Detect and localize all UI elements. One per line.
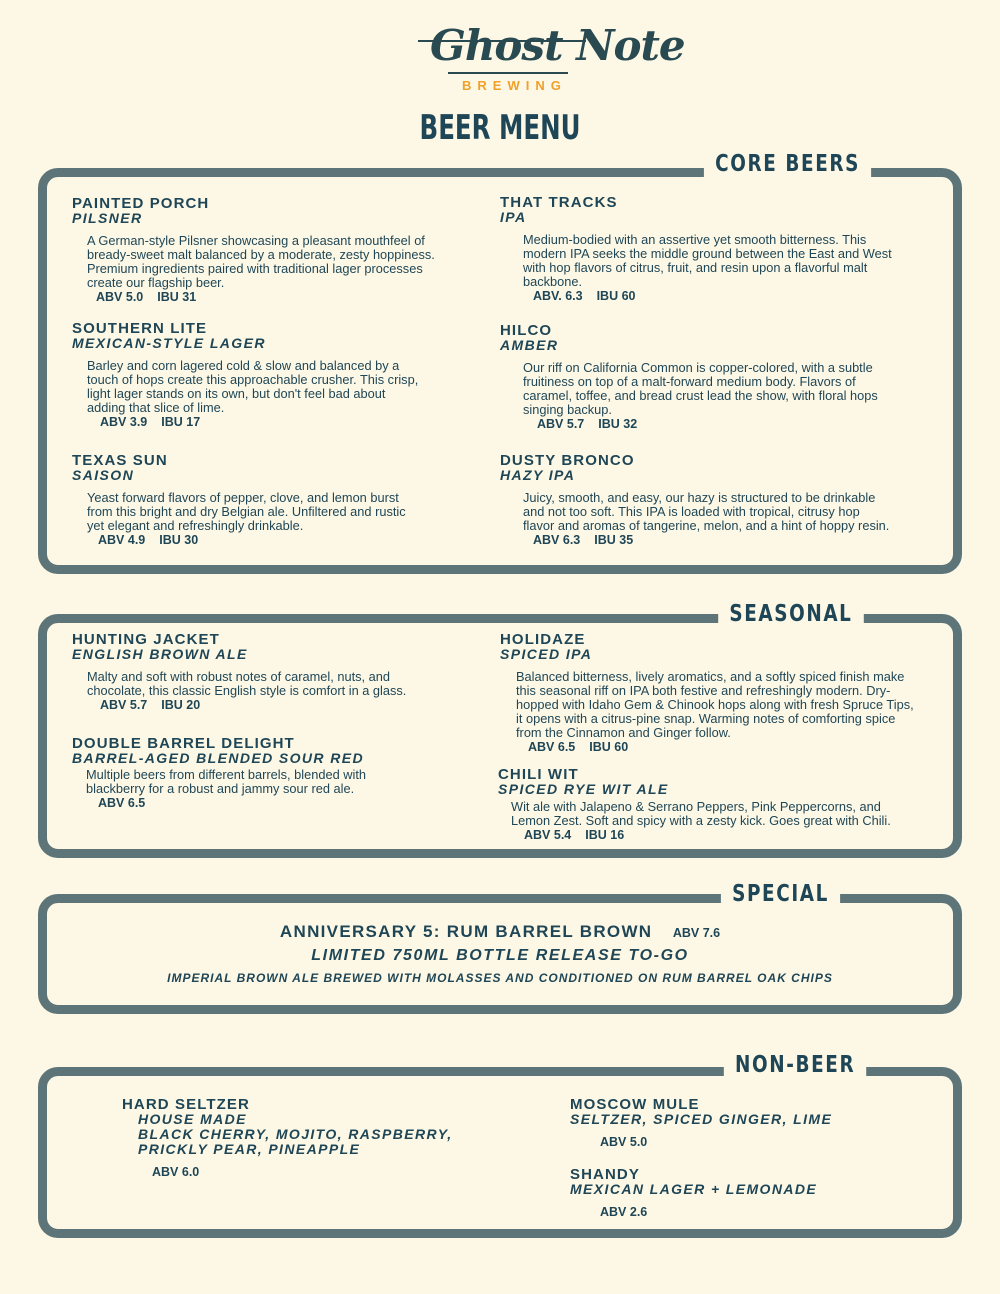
description-line: backbone. [523, 274, 583, 289]
beer-style: ENGLISH BROWN ALE [72, 646, 248, 662]
beer-description [523, 233, 892, 289]
drink-flavors: BLACK CHERRY, MOJITO, RASPBERRY, [138, 1126, 453, 1142]
abv-value: ABV 6.0 [152, 1165, 200, 1179]
ibu-value: IBU 60 [589, 740, 629, 754]
beer-style: MEXICAN-STYLE LAGER [72, 335, 266, 351]
drink-name: MOSCOW MULE [570, 1096, 700, 1113]
beer-name: THAT TRACKS [500, 194, 618, 211]
beer-stats [537, 417, 878, 431]
section-label-non-beer: NON-BEER [724, 1052, 867, 1078]
section-label-seasonal: SEASONAL [718, 601, 864, 627]
description-line: fruitiness on top of a malt-forward medium body. Flavors of [523, 374, 856, 389]
beer-stats [98, 796, 366, 810]
ibu-value: IBU 30 [159, 533, 199, 547]
beer-description [86, 768, 366, 796]
beer-style: SPICED IPA [500, 646, 593, 662]
ibu-value: IBU 17 [161, 415, 201, 429]
beer-stats [98, 533, 406, 547]
abv-value: ABV. 6.3 [533, 289, 583, 303]
beer-stats [533, 533, 889, 547]
description-line: Our riff on California Common is copper-colored, with a subtle [523, 360, 873, 375]
description-line: flavor and aromas of tangerine, melon, and a hint of hoppy resin. [523, 518, 890, 533]
description-line: Barley and corn lagered cold & slow and balanced by a [87, 358, 400, 373]
beer-style: SPICED RYE WIT ALE [498, 781, 669, 797]
beer-style: IPA [500, 209, 527, 225]
description-line: Multiple beers from different barrels, blended with [86, 767, 367, 782]
abv-value: ABV 2.6 [600, 1205, 648, 1219]
beer-stats [524, 828, 891, 842]
logo-brewing: BREWING [462, 78, 567, 93]
description-line: Premium ingredients paired with traditional lager processes [87, 261, 423, 276]
beer-description [523, 491, 889, 533]
beer-item [72, 453, 406, 547]
beer-item [72, 196, 435, 304]
beer-style: SAISON [72, 467, 135, 483]
beer-item [72, 632, 406, 712]
ibu-value: IBU 16 [585, 828, 625, 842]
non-beer-item [122, 1097, 453, 1179]
description-line: Yeast forward flavors of pepper, clove, and lemon burst [87, 490, 399, 505]
beer-description [87, 670, 406, 698]
description-line: Juicy, smooth, and easy, our hazy is structured to be drinkable [523, 490, 876, 505]
abv-value: ABV 5.7 [537, 417, 585, 431]
beer-description [516, 670, 914, 740]
ibu-value: IBU 35 [594, 533, 634, 547]
drink-name: SHANDY [570, 1166, 640, 1183]
beer-name: CHILI WIT [498, 766, 579, 783]
section-label-core: CORE BEERS [704, 151, 871, 177]
special-beer-name: ANNIVERSARY 5: RUM BARREL BROWN [279, 922, 653, 941]
logo-script: Ghost Note [430, 21, 685, 70]
beer-style: HAZY IPA [500, 467, 576, 483]
beer-style: AMBER [500, 337, 559, 353]
abv-value: ABV 5.0 [600, 1135, 648, 1149]
non-beer-item [570, 1097, 832, 1149]
beer-description [87, 359, 418, 415]
description-line: singing backup. [523, 402, 612, 417]
ibu-value: IBU 20 [161, 698, 201, 712]
beer-name: DOUBLE BARREL DELIGHT [72, 735, 295, 752]
logo-rule [448, 72, 568, 74]
ghost-note-logo [418, 21, 685, 97]
description-line: hopped with Idaho Gem & Chinook hops along with fresh Spruce Tips, [516, 697, 914, 712]
abv-value: ABV 4.9 [98, 533, 146, 547]
beer-name: SOUTHERN LITE [72, 320, 208, 337]
special-release-note: LIMITED 750ML BOTTLE RELEASE TO-GO [311, 947, 689, 964]
description-line: chocolate, this classic English style is comfort in a glass. [87, 683, 407, 698]
beer-name: PAINTED PORCH [72, 195, 210, 212]
abv-value: ABV 6.3 [533, 533, 581, 547]
description-line: A German-style Pilsner showcasing a pleasant mouthfeel of [87, 233, 425, 248]
drink-style: SELTZER, SPICED GINGER, LIME [570, 1111, 833, 1127]
description-line: Balanced bitterness, lively aromatics, and a softly spiced finish make [516, 669, 905, 684]
page-title: BEER MENU [419, 108, 581, 148]
description-line: modern IPA seeks the middle ground between the East and West [523, 246, 892, 261]
description-line: caramel, toffee, and bread crust lead the show, with floral hops [523, 388, 878, 403]
description-line: Wit ale with Jalapeno & Serrano Peppers, Pink Peppercorns, and [511, 799, 881, 814]
beer-style: BARREL-AGED BLENDED SOUR RED [72, 750, 364, 766]
description-line: and not too soft. This IPA is loaded with tropical, citrusy hop [523, 504, 860, 519]
beer-stats [533, 289, 892, 303]
description-line: adding that slice of lime. [87, 400, 225, 415]
non-beer-item [570, 1167, 817, 1219]
abv-value: ABV 6.5 [528, 740, 576, 754]
beer-item [500, 195, 892, 303]
drink-style: MEXICAN LAGER + LEMONADE [570, 1181, 818, 1197]
abv-value: ABV 3.9 [100, 415, 148, 429]
beer-name: HUNTING JACKET [72, 631, 220, 648]
section-label-special: SPECIAL [721, 881, 840, 907]
beer-item [72, 321, 418, 429]
beer-stats [96, 290, 435, 304]
beer-name: DUSTY BRONCO [500, 452, 635, 469]
description-line: create our flagship beer. [87, 275, 225, 290]
abv-value: ABV 6.5 [98, 796, 146, 810]
description-line: from the Cinnamon and Ginger follow. [516, 725, 731, 740]
description-line: Lemon Zest. Soft and spicy with a zesty kick. Goes great with Chili. [511, 813, 891, 828]
beer-name: TEXAS SUN [72, 452, 168, 469]
description-line: this seasonal riff on IPA both festive and refreshingly modern. Dry- [516, 683, 891, 698]
beer-name: HILCO [500, 322, 553, 339]
description-line: it opens with a citrus-pine snap. Warming notes of comforting spice [516, 711, 896, 726]
beer-description [523, 361, 878, 417]
special-title-row [0, 922, 1000, 943]
description-line: yet elegant and refreshingly drinkable. [87, 518, 304, 533]
abv-value: ABV 5.0 [96, 290, 144, 304]
description-line: blackberry for a robust and jammy sour red ale. [86, 781, 355, 796]
description-line: light lager stands on its own, but don't feel bad about [87, 386, 386, 401]
beer-item [500, 632, 914, 754]
abv-value: ABV 5.4 [524, 828, 572, 842]
beer-stats [100, 698, 406, 712]
beer-item [500, 453, 889, 547]
beer-description [87, 491, 406, 533]
ibu-value: IBU 32 [598, 417, 638, 431]
drink-style: HOUSE MADE [138, 1111, 247, 1127]
special-abv: ABV 7.6 [672, 926, 721, 940]
beer-item [498, 767, 891, 842]
beer-description [511, 800, 891, 828]
beer-item [72, 736, 366, 810]
drink-name: HARD SELTZER [122, 1096, 250, 1113]
beer-stats [100, 415, 418, 429]
beer-item [500, 323, 878, 431]
beer-stats [528, 740, 914, 754]
ibu-value: IBU 60 [596, 289, 636, 303]
ibu-value: IBU 31 [157, 290, 197, 304]
description-line: with hop flavors of citrus, fruit, and resin upon a flavorful malt [523, 260, 868, 275]
description-line: Medium-bodied with an assertive yet smooth bitterness. This [523, 232, 867, 247]
description-line: Malty and soft with robust notes of caramel, nuts, and [87, 669, 391, 684]
abv-value: ABV 5.7 [100, 698, 148, 712]
special-description: IMPERIAL BROWN ALE BREWED WITH MOLASSES AND CONDITIONED ON RUM BARREL OAK CHIPS [167, 971, 833, 985]
beer-style: PILSNER [72, 210, 143, 226]
description-line: touch of hops create this approachable crusher. This crisp, [87, 372, 419, 387]
description-line: from this bright and dry Belgian ale. Unfiltered and rustic [87, 504, 406, 519]
beer-name: HOLIDAZE [500, 631, 586, 648]
description-line: bready-sweet malt balanced by a moderate, zesty hoppiness. [87, 247, 435, 262]
drink-flavors: PRICKLY PEAR, PINEAPPLE [138, 1141, 361, 1157]
beer-description [87, 234, 435, 290]
